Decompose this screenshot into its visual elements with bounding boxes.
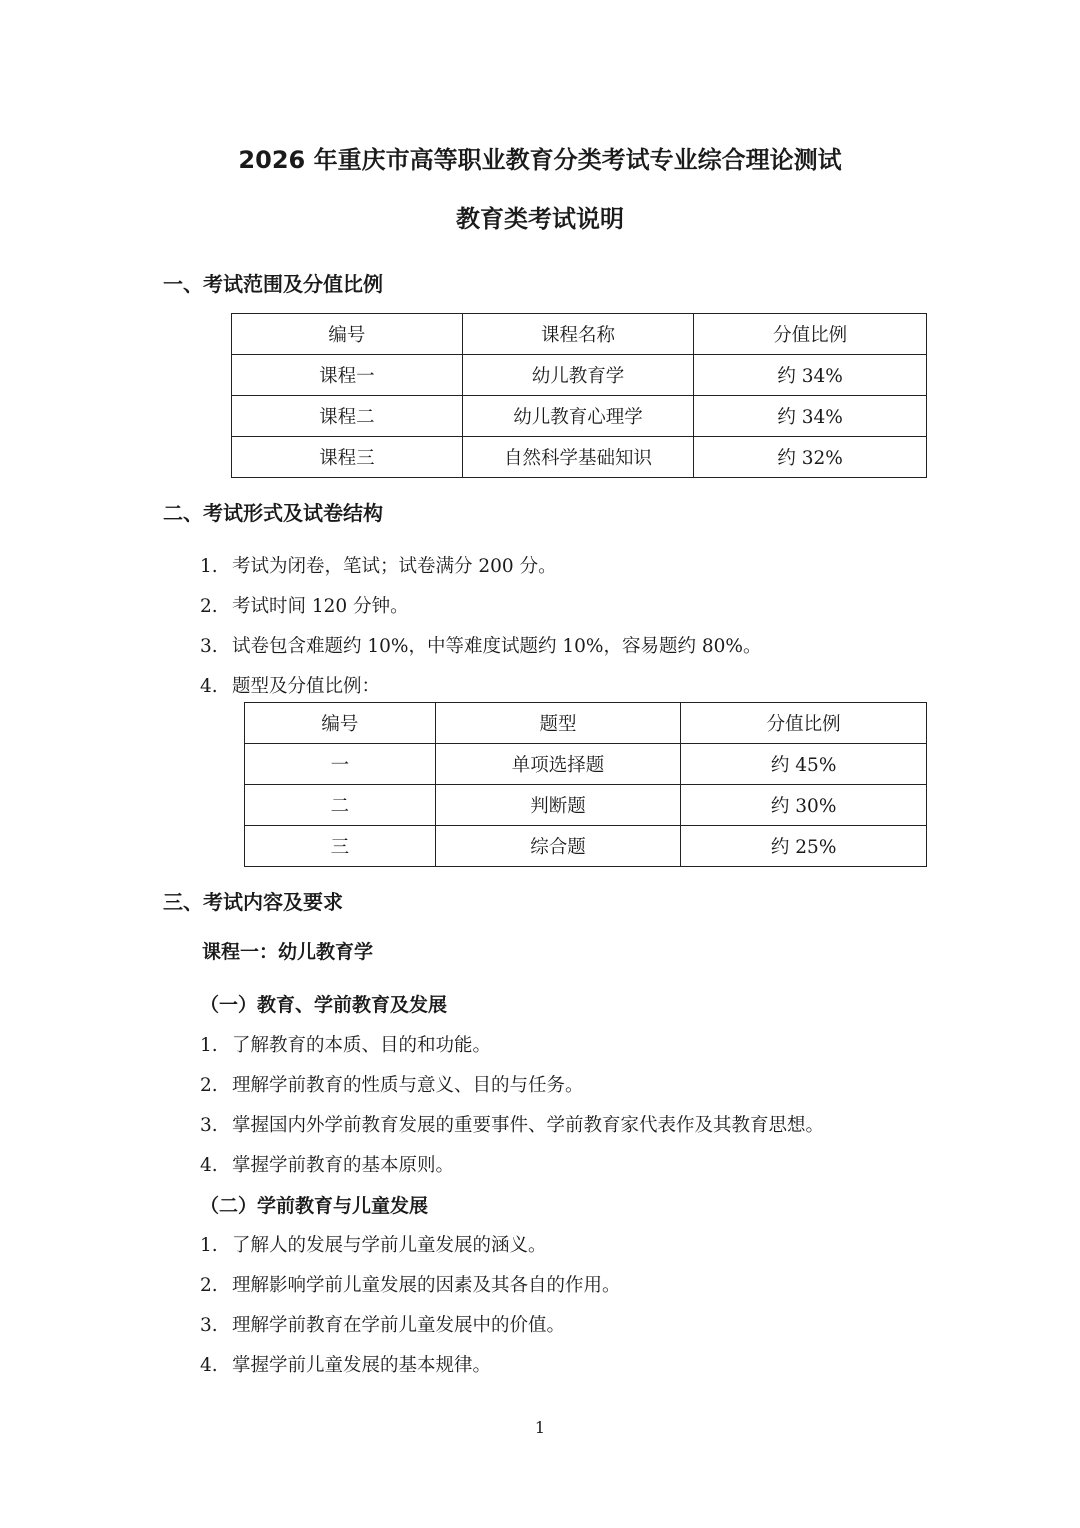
table-header-cell: 编号 [232, 314, 463, 355]
table-cell: 幼儿教育学 [462, 355, 694, 396]
table-cell: 约 34% [694, 355, 927, 396]
list-item-text: 试卷包含难题约 10%，中等难度试题约 10%，容易题约 80%。 [232, 636, 762, 657]
list-item-number: 3. [200, 636, 218, 657]
table-cell: 自然科学基础知识 [462, 437, 694, 478]
page-number: 1 [534, 1418, 546, 1437]
list-item-text: 理解学前教育的性质与意义、目的与任务。 [232, 1075, 584, 1096]
table-cell: 约 30% [681, 785, 927, 826]
table-header-cell: 分值比例 [681, 703, 927, 744]
table-cell: 单项选择题 [435, 744, 681, 785]
list-item [200, 553, 557, 581]
list-item-number: 1. [200, 556, 218, 577]
list-item-text: 题型及分值比例： [232, 676, 381, 697]
table-row [245, 744, 927, 785]
table-cell: 三 [245, 826, 436, 867]
list-item [200, 1352, 491, 1380]
list-item-text: 理解影响学前儿童发展的因素及其各自的作用。 [232, 1275, 621, 1296]
list-item-number: 2. [200, 596, 218, 617]
table-row [232, 437, 927, 478]
list-item [200, 633, 762, 661]
list-item [200, 1032, 491, 1060]
document-subtitle: 教育类考试说明 [456, 205, 624, 233]
table-row [232, 355, 927, 396]
list-item-number: 2. [200, 1075, 218, 1096]
section-1-heading: 一、考试范围及分值比例 [163, 272, 383, 296]
list-item-text: 掌握学前儿童发展的基本规律。 [232, 1355, 492, 1376]
document-title: 2026 年重庆市高等职业教育分类考试专业综合理论测试 [238, 146, 842, 174]
list-item-text: 考试时间 120 分钟。 [232, 596, 409, 617]
table-cell: 约 25% [681, 826, 927, 867]
list-item-text: 理解学前教育在学前儿童发展中的价值。 [232, 1315, 566, 1336]
list-item [200, 673, 380, 701]
table-cell: 二 [245, 785, 436, 826]
list-item-number: 2. [200, 1275, 218, 1296]
list-item [200, 1232, 547, 1260]
section-2-heading: 二、考试形式及试卷结构 [163, 501, 383, 525]
list-item [200, 1312, 565, 1340]
list-item-text: 掌握学前教育的基本原则。 [232, 1155, 455, 1176]
list-item [200, 1072, 584, 1100]
list-item-text: 考试为闭卷，笔试；试卷满分 200 分。 [232, 556, 557, 577]
question-type-table [244, 702, 927, 867]
list-item-number: 3. [200, 1115, 218, 1136]
table-cell: 课程三 [232, 437, 463, 478]
list-item-text: 了解人的发展与学前儿童发展的涵义。 [232, 1235, 547, 1256]
table-header-row [232, 314, 927, 355]
list-item-number: 3. [200, 1315, 218, 1336]
table-cell: 幼儿教育心理学 [462, 396, 694, 437]
list-item-number: 1. [200, 1235, 218, 1256]
course-score-table [231, 313, 927, 478]
list-item [200, 1112, 824, 1140]
table-cell: 课程二 [232, 396, 463, 437]
table-row [232, 396, 927, 437]
subsection-1-heading: （一）教育、学前教育及发展 [200, 994, 448, 1016]
list-item [200, 593, 409, 621]
table-cell: 约 34% [694, 396, 927, 437]
table-row [245, 826, 927, 867]
table-cell: 约 45% [681, 744, 927, 785]
table-header-row [245, 703, 927, 744]
list-item-number: 4. [200, 676, 218, 697]
course-heading: 课程一：幼儿教育学 [202, 941, 374, 963]
section-3-heading: 三、考试内容及要求 [163, 890, 343, 914]
list-item-text: 了解教育的本质、目的和功能。 [232, 1035, 492, 1056]
table-cell: 综合题 [435, 826, 681, 867]
list-item-text: 掌握国内外学前教育发展的重要事件、学前教育家代表作及其教育思想。 [232, 1115, 825, 1136]
table-header-cell: 题型 [435, 703, 681, 744]
table-header-cell: 分值比例 [694, 314, 927, 355]
table-row [245, 785, 927, 826]
list-item-number: 4. [200, 1355, 218, 1376]
list-item [200, 1152, 454, 1180]
table-header-cell: 编号 [245, 703, 436, 744]
table-header-cell: 课程名称 [462, 314, 694, 355]
table-cell: 约 32% [694, 437, 927, 478]
list-item-number: 4. [200, 1155, 218, 1176]
table-cell: 一 [245, 744, 436, 785]
list-item-number: 1. [200, 1035, 218, 1056]
table-cell: 判断题 [435, 785, 681, 826]
table-cell: 课程一 [232, 355, 463, 396]
list-item [200, 1272, 621, 1300]
subsection-2-heading: （二）学前教育与儿童发展 [200, 1195, 429, 1217]
